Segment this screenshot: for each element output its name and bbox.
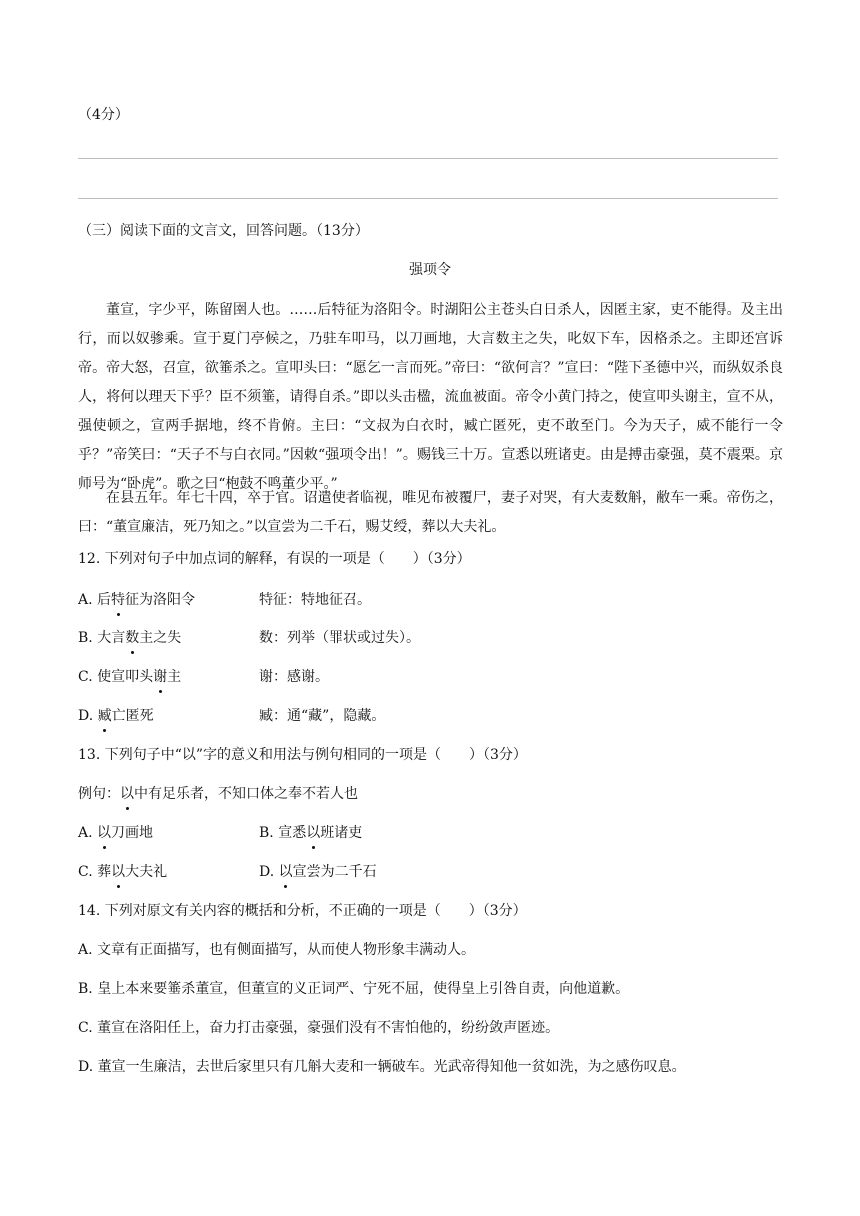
passage-title: 强项令 [409, 262, 451, 278]
score-label: （4分） [78, 107, 129, 123]
q13-option-b: B. 宣悉以班诸吏 [259, 822, 362, 844]
q12-option-b: B. 大言数主之失 [78, 627, 181, 649]
answer-line-1 [78, 158, 778, 159]
dotted-char: 以 [306, 822, 320, 844]
q12-option-d: D. 臧亡匿死 [78, 705, 154, 727]
q12-option-b-explanation: 数：列举（罪状或过失）。 [259, 630, 420, 646]
q12-option-d-explanation: 臧：通“藏”，隐藏。 [259, 708, 386, 724]
q13-option-d: D. 以宣尝为二千石 [259, 861, 377, 883]
q12-option-a-explanation: 特征：特地征召。 [259, 592, 371, 608]
q13-stem: 13. 下列句子中“以”字的意义和用法与例句相同的一项是（ ）（3分） [78, 747, 527, 763]
dotted-char: 特 [111, 589, 125, 611]
q14-option-a: A. 文章有正面描写，也有侧面描写，从而使人物形象丰满动人。 [78, 942, 476, 958]
q14-option-c: C. 董宣在洛阳任上，奋力打击豪强，豪强们没有不害怕他的，纷纷敛声匿迹。 [78, 1020, 560, 1036]
dotted-char: 臧 [98, 705, 112, 727]
q13-option-c: C. 葬以大夫礼 [78, 861, 167, 883]
q12-stem: 12. 下列对句子中加点词的解释，有误的一项是（ ）（3分） [78, 551, 471, 567]
answer-line-2 [78, 198, 778, 199]
dotted-char: 以 [97, 822, 111, 844]
dotted-char: 数 [125, 627, 139, 649]
q14-stem: 14. 下列对原文有关内容的概括和分析，不正确的一项是（ ）（3分） [78, 903, 527, 919]
passage-paragraph-1: 董宣，字少平，陈留圉人也。……后特征为洛阳令。时湖阳公主苍头白日杀人，因匿主家，吏不能得。及主出行，而以奴骖乘。宣于夏门亭候之，乃驻车叩马，以刀画地，大言数主之失，叱奴下车，因格杀之。主即还宫诉帝。帝大怒，召宣，欲箠杀之。宣叩头曰：“愿乞一言而死。”帝曰：“欲何言？”宣曰：“陛下圣德中兴，而纵奴杀良人，将何以理天下乎？臣不须箠，请得自杀。”即以头击楹，流血被面。帝令小黄门持之，使宣叩头谢主，宣不从，强使顿之，宣两手据地，终不肯俯。主曰：“文叔为白衣时，臧亡匿死，吏不敢至门。今为天子，威不能行一令乎？”帝笑曰：“天子不与白衣同。”因敕“强项令出！”。赐钱三十万。宣悉以班诸吏。由是搏击豪强，莫不震栗。京师号为“卧虎”。歌之曰“枹鼓不鸣董少平。” [78, 302, 783, 492]
q12-option-c: C. 使宣叩头谢主 [78, 666, 181, 688]
dotted-char: 以 [279, 861, 293, 883]
q12-option-c-explanation: 谢：感谢。 [259, 669, 329, 685]
section-heading: （三）阅读下面的文言文，回答问题。（13分） [78, 223, 369, 239]
passage-paragraph-2: 在县五年。年七十四，卒于官。诏遣使者临视，唯见布被覆尸，妻子对哭，有大麦数斛，敝车一乘。帝伤之，曰：“董宣廉洁，死乃知之。”以宣尝为二千石，赐艾绶，葬以大夫礼。 [78, 490, 783, 535]
dotted-char: 谢 [153, 666, 167, 688]
q12-option-a: A. 后特征为洛阳令 [78, 589, 195, 611]
q14-option-d: D. 董宣一生廉洁，去世后家里只有几斛大麦和一辆破车。光武帝得知他一贫如洗，为之感伤叹息。 [78, 1059, 686, 1075]
q14-option-b: B. 皇上本来要箠杀董宣，但董宣的义正词严、宁死不屈，使得皇上引咎自责，向他道歉。 [78, 981, 630, 997]
dotted-char: 以 [111, 861, 125, 883]
q13-option-a: A. 以刀画地 [78, 822, 153, 844]
q13-example: 例句：以中有足乐者，不知口体之奉不若人也 [78, 783, 358, 805]
dotted-char: 以 [120, 783, 134, 805]
